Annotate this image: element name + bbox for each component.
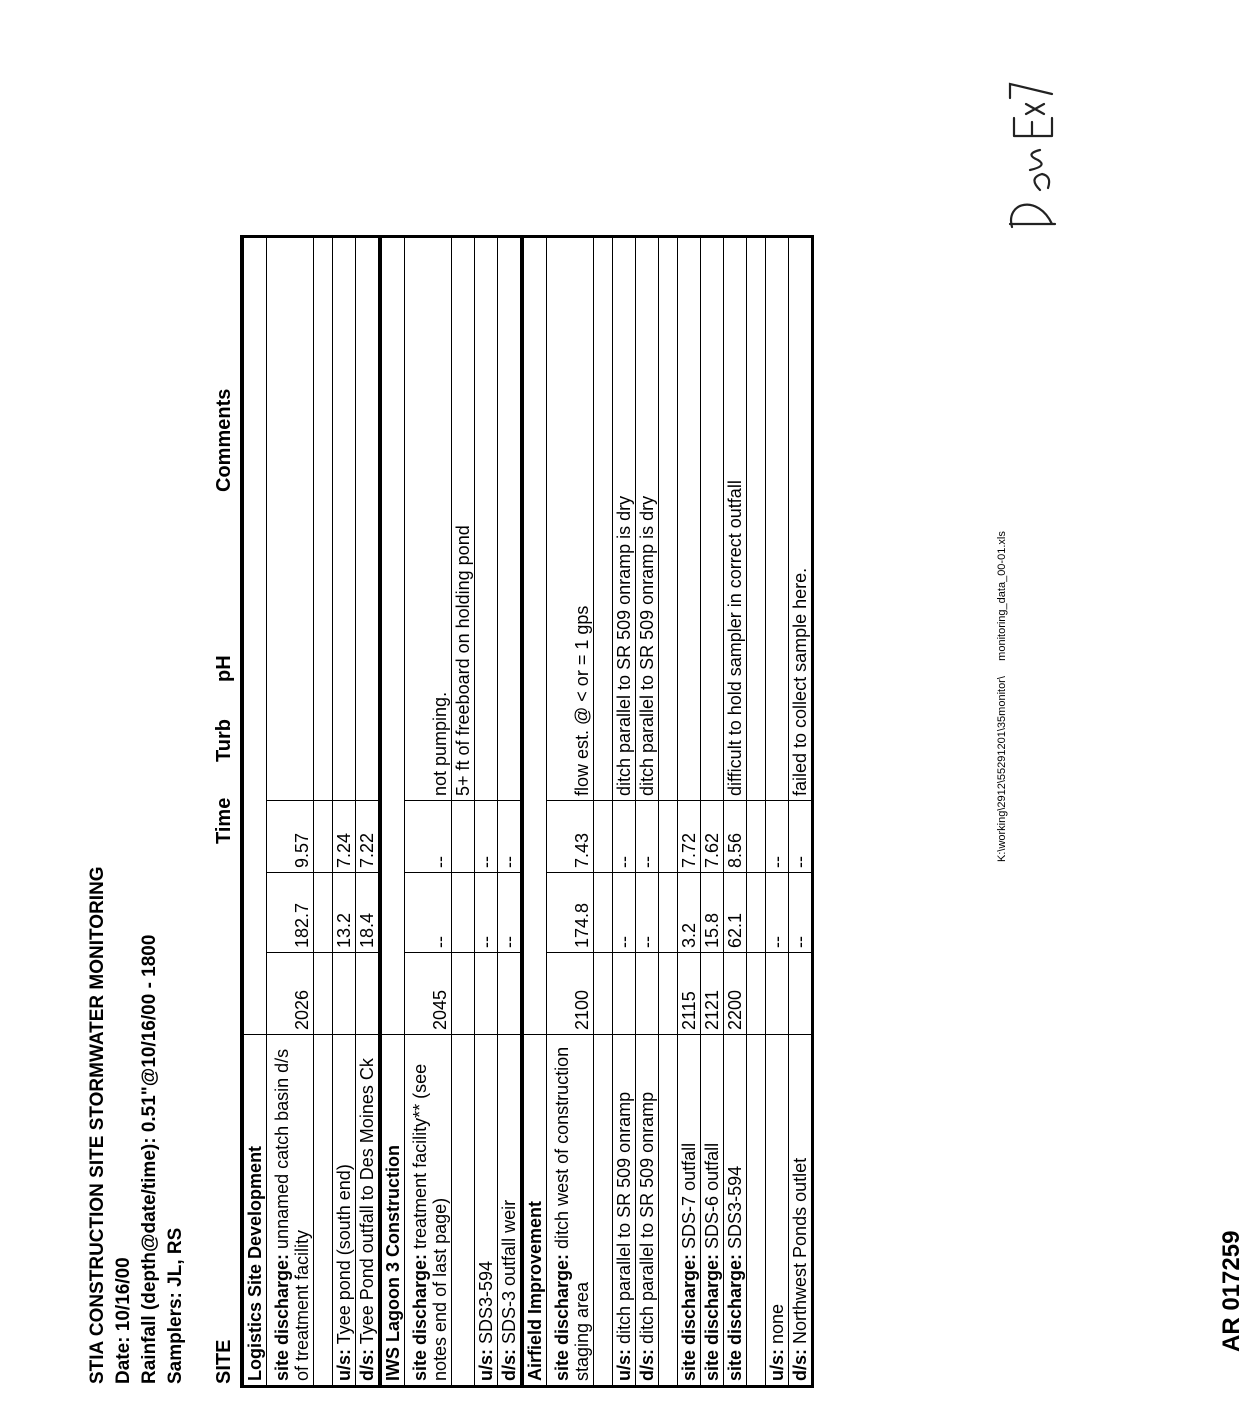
col-ph-header: pH	[213, 655, 235, 682]
turb-cell: 182.7	[267, 873, 314, 953]
site-cell: site discharge: SDS-6 outfall	[701, 1035, 724, 1387]
table-row	[452, 237, 475, 1387]
site-cell: site discharge: unnamed catch basin d/s of treatment facility	[267, 1035, 314, 1387]
document-header	[85, 866, 189, 1384]
ph-cell: 7.24	[333, 801, 356, 873]
time-cell: 2026	[267, 953, 314, 1035]
turb-cell: --	[498, 873, 523, 953]
table-row	[475, 237, 498, 1387]
time-cell	[475, 953, 498, 1035]
site-cell: d/s: SDS-3 outfall weir	[498, 1035, 523, 1387]
table-row	[498, 237, 523, 1387]
turb-cell: --	[613, 873, 636, 953]
ph-cell: 7.62	[701, 801, 724, 873]
time-cell: 2121	[701, 953, 724, 1035]
comments-cell	[333, 237, 356, 801]
site-cell: u/s: ditch parallel to SR 509 onramp	[613, 1035, 636, 1387]
table-row	[547, 237, 594, 1387]
site-cell: u/s: none	[766, 1035, 789, 1387]
turb-cell: 15.8	[701, 873, 724, 953]
handwritten-annotation	[1000, 82, 1070, 232]
site-cell: site discharge: SDS3-594	[724, 1035, 747, 1387]
ph-cell: 8.56	[724, 801, 747, 873]
section-header-row	[380, 237, 405, 1387]
ph-cell: --	[613, 801, 636, 873]
turb-cell: --	[405, 873, 452, 953]
monitoring-table	[240, 235, 814, 1388]
ph-cell: --	[766, 801, 789, 873]
ph-cell: 7.43	[547, 801, 594, 873]
comments-cell: ditch parallel to SR 509 onramp is dry	[613, 237, 636, 801]
time-cell	[766, 953, 789, 1035]
turb-cell: --	[475, 873, 498, 953]
time-cell	[636, 953, 659, 1035]
section-title: IWS Lagoon 3 Construction	[380, 1035, 405, 1387]
file-path: K:\working\2912\55291201\35monitor\	[996, 676, 1008, 862]
time-cell	[452, 953, 475, 1035]
turb-cell: 18.4	[356, 873, 381, 953]
col-time-header: Time	[213, 797, 235, 844]
rainfall-info: Rainfall (depth@date/time): 0.51"@10/16/00 - 1800	[139, 934, 160, 1384]
time-cell	[333, 953, 356, 1035]
table-row	[678, 237, 701, 1387]
site-cell: site discharge: SDS-7 outfall	[678, 1035, 701, 1387]
site-cell: d/s: ditch parallel to SR 509 onramp	[636, 1035, 659, 1387]
file-path-footer	[996, 531, 1008, 862]
samplers-info: Samplers: JL, RS	[165, 1227, 186, 1384]
table-row	[724, 237, 747, 1387]
turb-cell: --	[636, 873, 659, 953]
table-row	[701, 237, 724, 1387]
ph-cell: --	[789, 801, 813, 873]
time-cell: 2115	[678, 953, 701, 1035]
time-cell	[498, 953, 523, 1035]
site-cell: site discharge: treatment facility** (see notes end of last page)	[405, 1035, 452, 1387]
site-cell	[452, 1035, 475, 1387]
comments-cell	[766, 237, 789, 801]
ph-cell: --	[405, 801, 452, 873]
table-row	[405, 237, 452, 1387]
turb-cell: 3.2	[678, 873, 701, 953]
comments-cell: not pumping.	[405, 237, 452, 801]
col-comments-header: Comments	[213, 388, 235, 492]
section-title: Airfield Improvement	[522, 1035, 547, 1387]
ph-cell: --	[475, 801, 498, 873]
time-cell: 2045	[405, 953, 452, 1035]
comments-cell	[498, 237, 523, 801]
turb-cell	[452, 873, 475, 953]
section-title: Logistics Site Development	[242, 1035, 267, 1387]
comments-cell: 5+ ft of freeboard on holding pond	[452, 237, 475, 801]
site-cell: site discharge: ditch west of construction staging area	[547, 1035, 594, 1387]
ph-cell: 9.57	[267, 801, 314, 873]
document-date: Date: 10/16/00	[113, 1257, 134, 1384]
site-cell: u/s: SDS3-594	[475, 1035, 498, 1387]
ar-number: AR 017259	[1218, 1230, 1245, 1352]
time-cell	[789, 953, 813, 1035]
comments-cell	[475, 237, 498, 801]
comments-cell	[267, 237, 314, 801]
ph-cell: 7.72	[678, 801, 701, 873]
comments-cell	[701, 237, 724, 801]
ph-cell: --	[498, 801, 523, 873]
time-cell: 2200	[724, 953, 747, 1035]
comments-cell: ditch parallel to SR 509 onramp is dry	[636, 237, 659, 801]
time-cell	[613, 953, 636, 1035]
col-site-header: SITE	[213, 1339, 235, 1384]
table-row	[356, 237, 381, 1387]
ph-cell	[452, 801, 475, 873]
col-turb-header: Turb	[213, 719, 235, 762]
section-header-row	[242, 237, 267, 1387]
turb-cell: 62.1	[724, 873, 747, 953]
turb-cell: --	[789, 873, 813, 953]
site-cell: u/s: Tyee pond (south end)	[333, 1035, 356, 1387]
comments-cell: flow est. @ < or = 1 gps	[547, 237, 594, 801]
comments-cell	[678, 237, 701, 801]
turb-cell: 13.2	[333, 873, 356, 953]
table-row	[766, 237, 789, 1387]
section-header-row	[522, 237, 547, 1387]
time-cell: 2100	[547, 953, 594, 1035]
site-cell: d/s: Tyee Pond outfall to Des Moines Ck	[356, 1035, 381, 1387]
ph-cell: --	[636, 801, 659, 873]
table-row	[789, 237, 813, 1387]
comments-cell	[356, 237, 381, 801]
comments-cell: difficult to hold sampler in correct outfall	[724, 237, 747, 801]
file-name: monitoring_data_00-01.xls	[996, 531, 1008, 661]
turb-cell: --	[766, 873, 789, 953]
document-title: STIA CONSTRUCTION SITE STORMWATER MONITORING	[87, 866, 108, 1384]
table-row	[636, 237, 659, 1387]
comments-cell: failed to collect sample here.	[789, 237, 813, 801]
ph-cell: 7.22	[356, 801, 381, 873]
site-cell: d/s: Northwest Ponds outlet	[789, 1035, 813, 1387]
time-cell	[356, 953, 381, 1035]
table-row	[267, 237, 314, 1387]
table-row	[613, 237, 636, 1387]
turb-cell: 174.8	[547, 873, 594, 953]
table-row	[333, 237, 356, 1387]
